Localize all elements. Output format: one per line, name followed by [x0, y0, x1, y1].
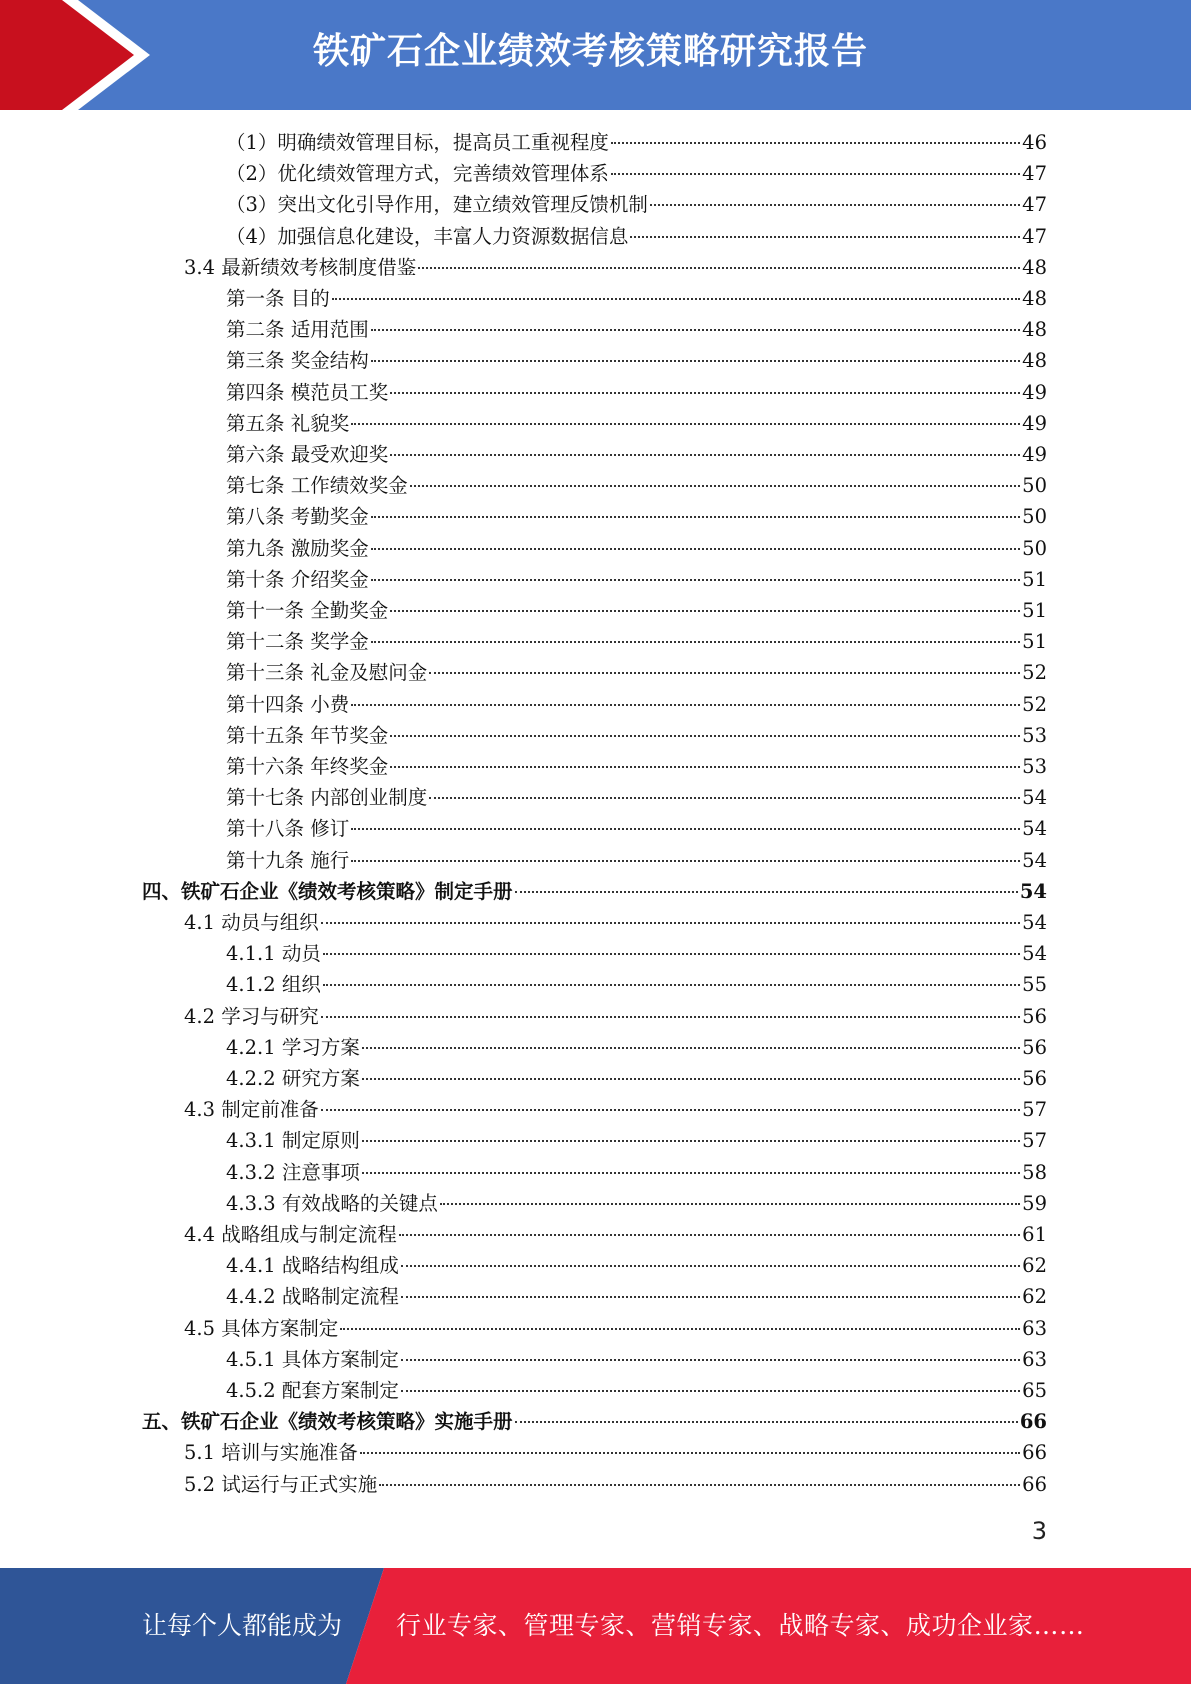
toc-leader-dots	[390, 392, 1020, 394]
toc-entry-label: （3）突出文化引导作用，建立绩效管理反馈机制	[226, 193, 648, 217]
toc-leader-dots	[371, 516, 1020, 518]
toc-leader-dots	[440, 1203, 1020, 1205]
toc-entry-label: （2）优化绩效管理方式，完善绩效管理体系	[226, 162, 609, 186]
toc-entry[interactable]	[226, 408, 1047, 439]
toc-entry[interactable]	[184, 907, 1047, 938]
toc-entry[interactable]	[142, 1406, 1047, 1437]
document-title: 铁矿石企业绩效考核策略研究报告	[312, 31, 868, 72]
toc-entry-label: 4.1.1 动员	[226, 942, 321, 966]
toc-entry[interactable]	[184, 252, 1047, 283]
toc-entry[interactable]	[226, 127, 1047, 158]
toc-entry[interactable]	[184, 1001, 1047, 1032]
toc-leader-dots	[611, 142, 1020, 144]
toc-entry[interactable]	[226, 1032, 1047, 1063]
toc-entry-page: 51	[1022, 599, 1047, 622]
toc-entry[interactable]	[184, 1094, 1047, 1125]
toc-entry-label: 第十九条 施行	[226, 848, 350, 872]
toc-leader-dots	[371, 641, 1020, 643]
toc-entry[interactable]	[226, 813, 1047, 844]
toc-entry-label: 第十七条 内部创业制度	[226, 786, 428, 810]
toc-leader-dots	[362, 1078, 1020, 1080]
toc-entry[interactable]	[226, 720, 1047, 751]
toc-entry-label: 第十三条 礼金及慰问金	[226, 661, 428, 685]
toc-entry-page: 54	[1022, 848, 1047, 872]
toc-leader-dots	[332, 298, 1020, 300]
toc-leader-dots	[379, 1484, 1020, 1486]
toc-leader-dots	[401, 1265, 1020, 1267]
toc-leader-dots	[321, 922, 1020, 924]
toc-leader-dots	[362, 1140, 1020, 1142]
toc-entry[interactable]	[226, 158, 1047, 189]
toc-entry[interactable]	[226, 314, 1047, 345]
toc-leader-dots	[351, 860, 1020, 862]
toc-entry-page: 54	[1022, 942, 1047, 966]
toc-entry-label: 五、铁矿石企业《绩效考核策略》实施手册	[142, 1410, 513, 1434]
toc-entry-label: 4.4.2 战略制定流程	[226, 1285, 399, 1309]
toc-entry-label: 4.4 战略组成与制定流程	[184, 1223, 397, 1246]
toc-entry-label: 5.2 试运行与正式实施	[184, 1472, 378, 1496]
toc-entry[interactable]	[226, 221, 1047, 252]
toc-entry-label: 第六条 最受欢迎奖	[226, 443, 389, 466]
toc-leader-dots	[321, 1016, 1020, 1018]
toc-entry-page: 63	[1022, 1316, 1047, 1340]
toc-entry-page: 50	[1022, 536, 1047, 560]
toc-entry-label: 4.5 具体方案制定	[184, 1316, 339, 1340]
toc-leader-dots	[360, 1452, 1020, 1454]
footer-slogan-right: 行业专家、管理专家、营销专家、战略专家、成功企业家……	[396, 1611, 1085, 1640]
toc-entry-page: 48	[1022, 318, 1047, 342]
toc-entry[interactable]	[226, 657, 1047, 688]
toc-entry-page: 55	[1022, 973, 1047, 997]
toc-leader-dots	[351, 828, 1020, 830]
toc-leader-dots	[390, 766, 1020, 768]
toc-entry-page: 49	[1022, 443, 1047, 466]
toc-entry-label: 3.4 最新绩效考核制度借鉴	[184, 255, 417, 279]
toc-entry-label: 第十六条 年终奖金	[226, 755, 389, 778]
toc-entry[interactable]	[226, 1157, 1047, 1188]
toc-entry-page: 54	[1022, 911, 1047, 934]
toc-leader-dots	[401, 1296, 1020, 1298]
toc-entry[interactable]	[226, 1344, 1047, 1375]
toc-entry[interactable]	[226, 470, 1047, 501]
toc-entry[interactable]	[226, 377, 1047, 408]
toc-entry[interactable]	[226, 439, 1047, 470]
toc-entry[interactable]	[226, 564, 1047, 595]
toc-entry-page: 48	[1022, 349, 1047, 373]
toc-entry-label: 4.5.2 配套方案制定	[226, 1379, 399, 1402]
toc-entry-label: 四、铁矿石企业《绩效考核策略》制定手册	[142, 879, 513, 903]
toc-entry-label: 第十二条 奖学金	[226, 630, 369, 654]
toc-entry-page: 54	[1019, 879, 1047, 903]
toc-entry-page: 49	[1022, 380, 1047, 404]
toc-leader-dots	[390, 454, 1020, 456]
toc-entry-page: 48	[1022, 255, 1047, 279]
toc-entry[interactable]	[226, 189, 1047, 220]
toc-entry-page: 47	[1022, 224, 1047, 248]
toc-entry-page: 50	[1022, 474, 1047, 498]
toc-leader-dots	[611, 173, 1020, 175]
toc-entry-page: 66	[1022, 1441, 1047, 1465]
toc-entry[interactable]	[226, 969, 1047, 1000]
toc-leader-dots	[362, 1172, 1020, 1174]
toc-leader-dots	[371, 579, 1020, 581]
toc-entry[interactable]	[226, 782, 1047, 813]
toc-leader-dots	[390, 735, 1020, 737]
toc-entry-page: 56	[1022, 1004, 1047, 1028]
toc-entry[interactable]	[226, 1281, 1047, 1312]
toc-leader-dots	[429, 672, 1020, 674]
toc-entry-label: 第十四条 小费	[226, 692, 350, 716]
toc-leader-dots	[351, 423, 1020, 425]
toc-entry[interactable]	[226, 845, 1047, 876]
toc-entry-page: 54	[1022, 786, 1047, 810]
page-number: 3	[1031, 1517, 1047, 1545]
toc-entry-page: 58	[1022, 1160, 1047, 1184]
toc-leader-dots	[321, 1109, 1020, 1111]
toc-leader-dots	[399, 1234, 1020, 1236]
toc-entry-label: 第八条 考勤奖金	[226, 505, 369, 529]
toc-entry-page: 61	[1022, 1223, 1047, 1246]
toc-entry-label: 第十一条 全勤奖金	[226, 599, 389, 622]
toc-leader-dots	[371, 329, 1020, 331]
toc-entry-label: 第二条 适用范围	[226, 318, 369, 342]
toc-entry-label: 第四条 模范员工奖	[226, 380, 389, 404]
toc-leader-dots	[401, 1390, 1020, 1392]
toc-entry-label: （1）明确绩效管理目标，提高员工重视程度	[226, 131, 609, 154]
toc-leader-dots	[650, 204, 1020, 206]
toc-entry[interactable]	[226, 938, 1047, 969]
toc-leader-dots	[630, 236, 1020, 238]
toc-entry[interactable]	[184, 1437, 1047, 1468]
toc-entry-page: 66	[1019, 1410, 1047, 1434]
toc-leader-dots	[323, 984, 1020, 986]
toc-entry[interactable]	[226, 626, 1047, 657]
toc-entry[interactable]	[226, 501, 1047, 532]
toc-entry-label: 第一条 目的	[226, 287, 330, 310]
toc-entry-page: 63	[1022, 1347, 1047, 1371]
toc-entry[interactable]	[226, 689, 1047, 720]
toc-entry-page: 53	[1022, 723, 1047, 747]
toc-leader-dots	[390, 610, 1020, 612]
toc-entry-page: 62	[1022, 1254, 1047, 1278]
toc-entry-label: 4.3.1 制定原则	[226, 1129, 360, 1153]
toc-entry[interactable]	[226, 345, 1047, 376]
toc-entry-label: 4.3 制定前准备	[184, 1098, 319, 1122]
toc-entry[interactable]	[226, 595, 1047, 626]
toc-entry-page: 65	[1022, 1379, 1047, 1402]
toc-entry-label: 第十八条 修订	[226, 817, 350, 841]
toc-leader-dots	[371, 548, 1020, 550]
toc-entry-label: 第九条 激励奖金	[226, 536, 369, 560]
toc-entry-page: 57	[1022, 1098, 1047, 1122]
toc-entry[interactable]	[226, 1125, 1047, 1156]
toc-entry-page: 59	[1022, 1191, 1047, 1215]
toc-entry-page: 56	[1022, 1035, 1047, 1059]
toc-entry-label: 4.2.1 学习方案	[226, 1035, 360, 1059]
toc-entry-page: 51	[1022, 567, 1047, 591]
toc-entry-page: 52	[1022, 692, 1047, 716]
toc-entry-label: 5.1 培训与实施准备	[184, 1441, 358, 1465]
toc-entry-page: 56	[1022, 1067, 1047, 1090]
toc-entry[interactable]	[184, 1219, 1047, 1250]
toc-entry-label: 4.5.1 具体方案制定	[226, 1347, 399, 1371]
toc-entry-page: 46	[1022, 131, 1047, 154]
toc-entry[interactable]	[226, 1063, 1047, 1094]
toc-entry-label: 4.2.2 研究方案	[226, 1067, 360, 1090]
toc-entry-label: 4.4.1 战略结构组成	[226, 1254, 399, 1278]
toc-entry-label: 4.1.2 组织	[226, 973, 321, 997]
toc-entry-label: 第十条 介绍奖金	[226, 567, 369, 591]
toc-leader-dots	[371, 360, 1020, 362]
toc-entry-page: 53	[1022, 755, 1047, 778]
toc-entry-page: 62	[1022, 1285, 1047, 1309]
toc-leader-dots	[515, 1421, 1018, 1423]
page-footer	[0, 1568, 1191, 1684]
toc-entry-page: 66	[1022, 1472, 1047, 1496]
toc-entry-label: 第三条 奖金结构	[226, 349, 369, 373]
toc-entry-page: 48	[1022, 287, 1047, 310]
toc-leader-dots	[362, 1047, 1020, 1049]
toc-entry-label: （4）加强信息化建设，丰富人力资源数据信息	[226, 224, 629, 248]
toc-entry[interactable]	[226, 1375, 1047, 1406]
toc-entry-label: 4.3.2 注意事项	[226, 1160, 360, 1184]
toc-leader-dots	[418, 267, 1020, 269]
toc-entry-page: 54	[1022, 817, 1047, 841]
toc-leader-dots	[401, 1359, 1020, 1361]
toc-entry[interactable]	[184, 1469, 1047, 1500]
toc-entry-label: 4.1 动员与组织	[184, 911, 319, 934]
toc-entry-label: 4.3.3 有效战略的关键点	[226, 1191, 438, 1215]
toc-entry-page: 49	[1022, 411, 1047, 435]
toc-entry[interactable]	[226, 1188, 1047, 1219]
toc-leader-dots	[323, 953, 1020, 955]
toc-entry[interactable]	[226, 1250, 1047, 1281]
toc-leader-dots	[351, 704, 1020, 706]
toc-entry-label: 第十五条 年节奖金	[226, 723, 389, 747]
page-header	[0, 0, 1191, 110]
toc-entry[interactable]	[142, 876, 1047, 907]
toc-entry-label: 第五条 礼貌奖	[226, 411, 350, 435]
toc-entry[interactable]	[226, 283, 1047, 314]
toc-leader-dots	[429, 797, 1020, 799]
toc-entry[interactable]	[226, 533, 1047, 564]
toc-leader-dots	[515, 891, 1018, 893]
toc-entry[interactable]	[226, 751, 1047, 782]
toc-entry-page: 51	[1022, 630, 1047, 654]
toc-leader-dots	[340, 1328, 1020, 1330]
toc-entry-page: 52	[1022, 661, 1047, 685]
toc-entry[interactable]	[184, 1313, 1047, 1344]
toc-entry-page: 47	[1022, 162, 1047, 186]
toc-entry-page: 47	[1022, 193, 1047, 217]
footer-slogan-left: 让每个人都能成为	[142, 1611, 343, 1640]
toc-entry-label: 4.2 学习与研究	[184, 1004, 319, 1028]
toc-entry-label: 第七条 工作绩效奖金	[226, 474, 408, 498]
toc-entry-page: 57	[1022, 1129, 1047, 1153]
toc-entry-page: 50	[1022, 505, 1047, 529]
toc-leader-dots	[410, 485, 1020, 487]
